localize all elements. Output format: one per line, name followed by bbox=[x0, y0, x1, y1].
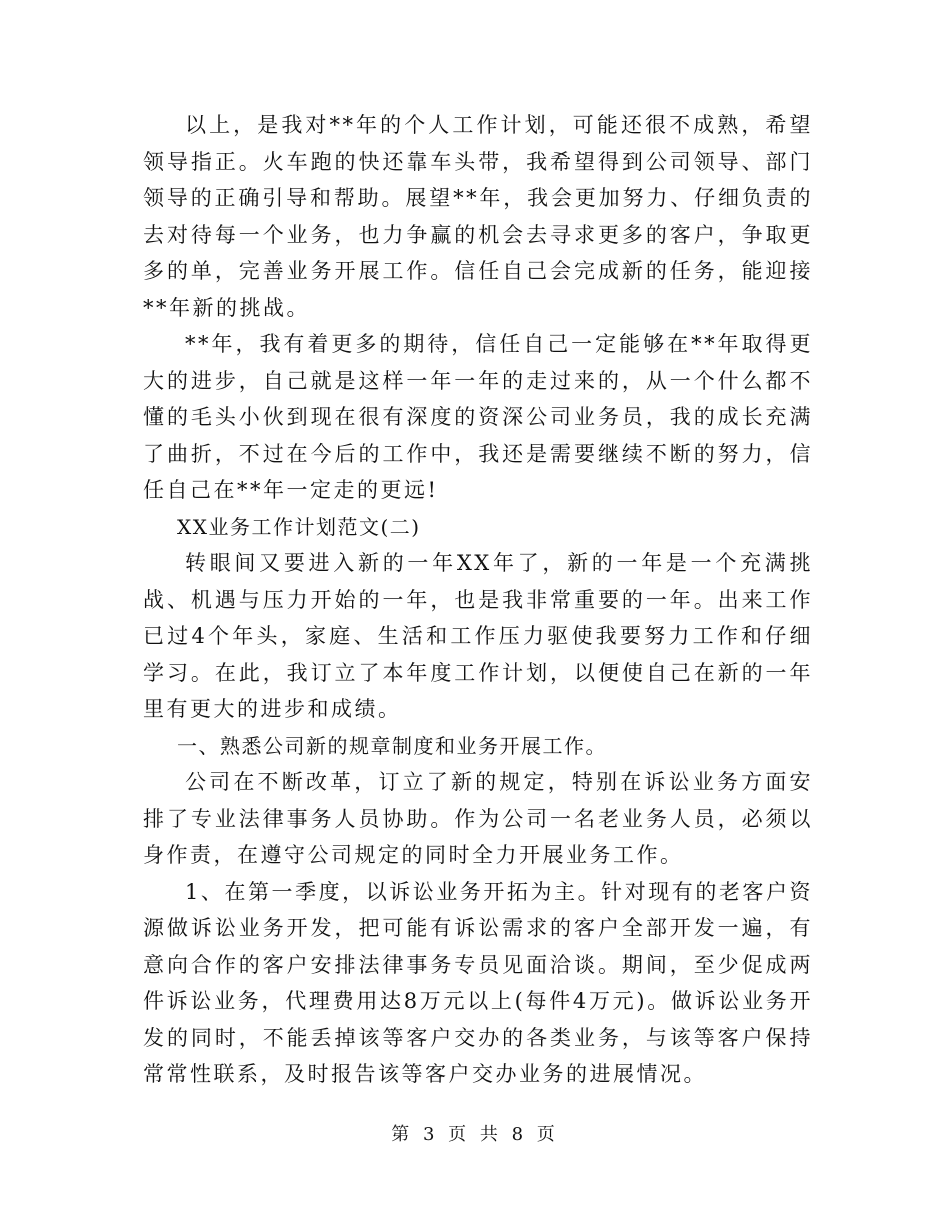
paragraph-expectations: **年，我有着更多的期待，信任自己一定能够在**年取得更大的进步，自己就是这样一年一年的走过来的，从一个什么都不懂的毛头小伙到现在很有深度的资深公司业务员，我的成长充满了曲折，不过在今后的工作中，我还是需要继续不断的努力，信任自己在**年一定走的更远! bbox=[143, 332, 813, 502]
document-body bbox=[143, 107, 813, 1093]
paragraph-intro: 转眼间又要进入新的一年XX年了，新的一年是一个充满挑战、机遇与压力开始的一年，也是我非常重要的一年。出来工作已过4个年头，家庭、生活和工作压力驱使我要努力工作和仔细学习。在此，我订立了本年度工作计划，以便使自己在新的一年里有更大的进步和成绩。 bbox=[143, 551, 813, 721]
page-number-footer: 第 3 页 共 8 页 bbox=[391, 1124, 559, 1145]
paragraph-sub-item: 1、在第一季度，以诉讼业务开拓为主。针对现有的老客户资源做诉讼业务开发，把可能有诉讼需求的客户全部开发一遍，有意向合作的客户安排法律事务专员见面洽谈。期间，至少促成两件诉讼业务，代理费用达8万元以上(每件4万元)。做诉讼业务开发的同时，不能丢掉该等客户交办的各类业务，与该等客户保持常常性联系，及时报告该等客户交办业务的进展情况。 bbox=[143, 879, 813, 1086]
paragraph-work-plan-closing: 以上，是我对**年的个人工作计划，可能还很不成熟，希望领导指正。火车跑的快还靠车头带，我希望得到公司领导、部门领导的正确引导和帮助。展望**年，我会更加努力、仔细负责的去对待每一个业务，也力争赢的机会去寻求更多的客户，争取更多的单，完善业务开展工作。信任自己会完成新的任务，能迎接**年新的挑战。 bbox=[143, 113, 813, 320]
item-heading: 一、熟悉公司新的规章制度和业务开展工作。 bbox=[177, 733, 607, 758]
section-title: XX业务工作计划范文(二) bbox=[177, 514, 421, 539]
paragraph-item-body: 公司在不断改革，订立了新的规定，特别在诉讼业务方面安排了专业法律事务人员协助。作为公司一名老业务人员，必须以身作责，在遵守公司规定的同时全力开展业务工作。 bbox=[143, 770, 813, 867]
